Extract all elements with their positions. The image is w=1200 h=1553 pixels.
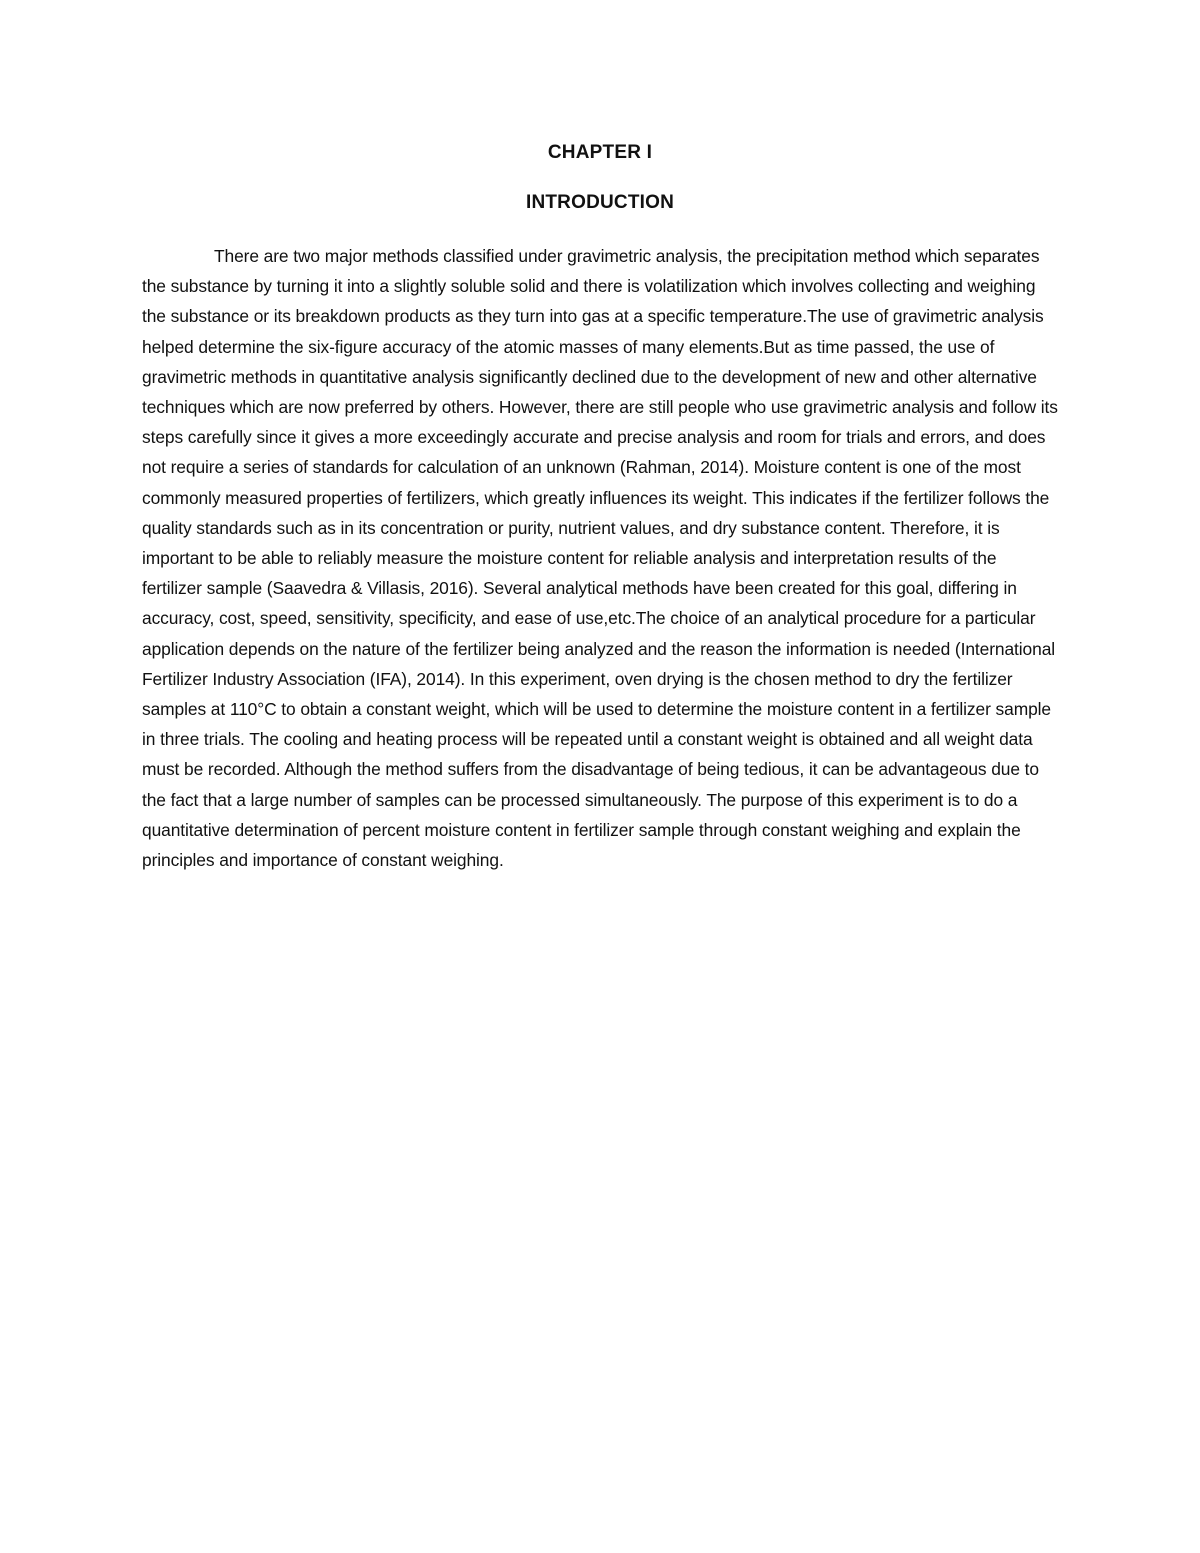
chapter-heading: CHAPTER I [547,142,653,163]
introduction-paragraph: There are two major methods classified under gravimetric analysis, the precipitation method which separates the substance by turning it into a slightly soluble solid and there is volatilization which involves collecting and weighing the substance or its breakdown products as they turn into gas at a specific temperature.The use of gravimetric analysis helped determine the six-figure accuracy of the atomic masses of many elements.But as time passed, the use of gravimetric methods in quantitative analysis significantly declined due to the development of new and other alternative techniques which are now preferred by others. However, there are still people who use gravimetric analysis and follow its steps carefully since it gives a more exceedingly accurate and precise analysis and room for trials and errors, and does not require a series of standards for calculation of an unknown (Rahman, 2014). Moisture content is one of the most commonly measured properties of fertilizers, which greatly influences its weight. This indicates if the fertilizer follows the quality standards such as in its concentration or purity, nutrient values, and dry substance content. Therefore, it is important to be able to reliably measure the moisture content for reliable analysis and interpretation results of the fertilizer sample (Saavedra & Villasis, 2016). Several analytical methods have been created for this goal, differing in accuracy, cost, speed, sensitivity, specificity, and ease of use,etc.The choice of an analytical procedure for a particular application depends on the nature of the fertilizer being analyzed and the reason the information is needed (International Fertilizer Industry Association (IFA), 2014). In this experiment, oven drying is the chosen method to dry the fertilizer samples at 110°C to obtain a constant weight, which will be used to determine the moisture content in a fertilizer sample in three trials. The cooling and heating process will be repeated until a constant weight is obtained and all weight data must be recorded. Although the method suffers from the disadvantage of being tedious, it can be advantageous due to the fact that a large number of samples can be processed simultaneously. The purpose of this experiment is to do a quantitative determination of percent moisture content in fertilizer sample through constant weighing and explain the principles and importance of constant weighing. [142,246,1058,871]
section-title: INTRODUCTION [525,192,675,213]
